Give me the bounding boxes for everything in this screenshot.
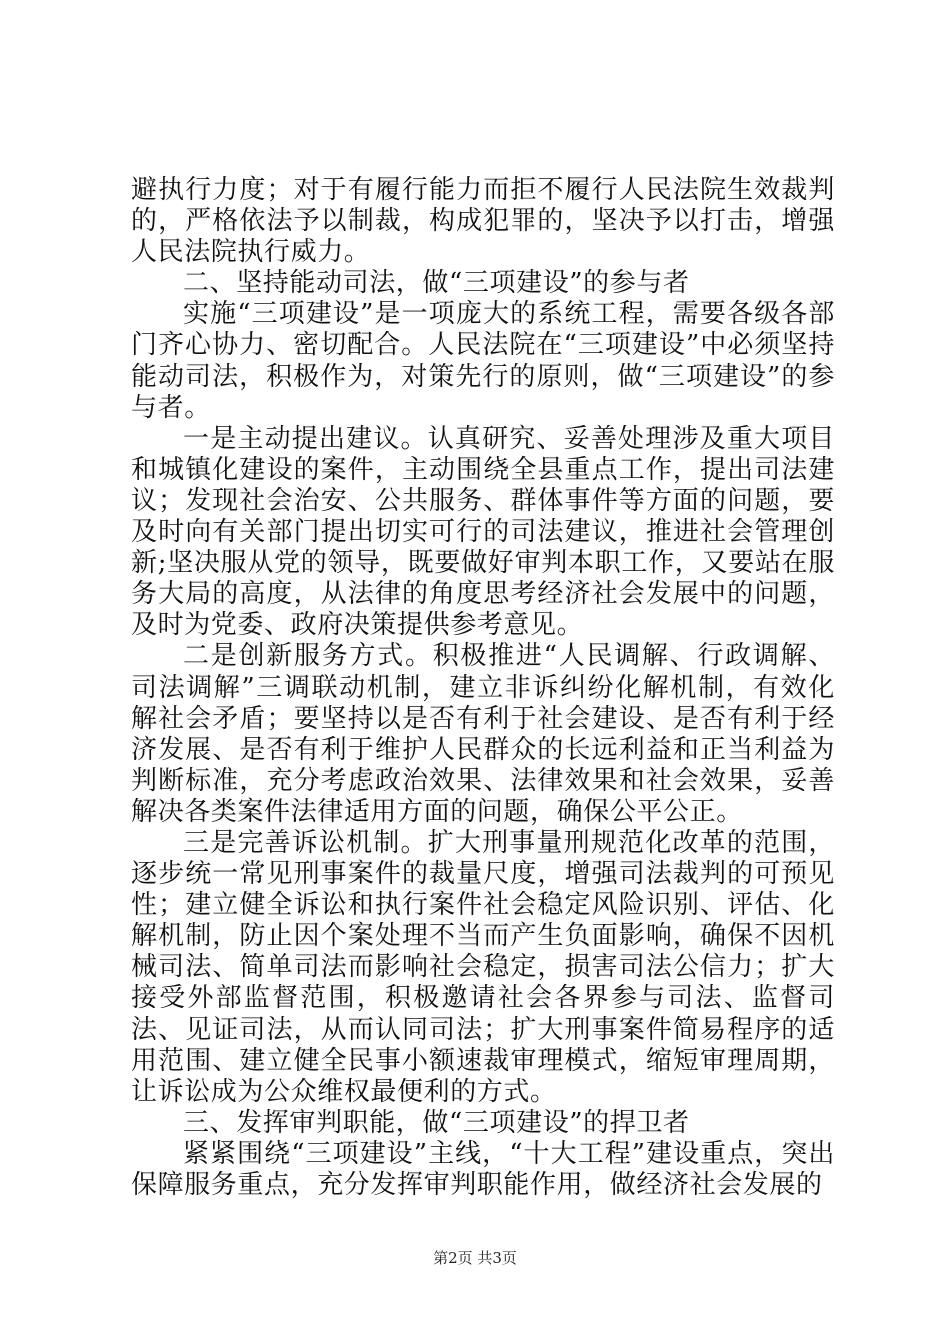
section-heading-3: 三、发挥审判职能，做“三项建设”的捍卫者 [183, 1107, 690, 1138]
paragraph: 紧紧围绕“三项建设”主线，“十大工程”建设重点，突出保障服务重点，充分发挥审判职能作用，做经济社会发展的 [131, 1138, 835, 1200]
paragraph: 一是主动提出建议。认真研究、妥善处理涉及重大项目和城镇化建设的案件，主动围绕全县重点工作，提出司法建议；发现社会治安、公共服务、群体事件等方面的问题，要及时向有关部门提出切实可行的司法建议，推进社会管理创新;坚决服从党的领导，既要做好审判本职工作，又要站在服务大局的高度，从法律的角度思考经济社会发展中的问题，及时为党委、政府决策提供参考意见。 [131, 423, 835, 641]
paragraph: 三是完善诉讼机制。扩大刑事量刑规范化改革的范围，逐步统一常见刑事案件的裁量尺度，增强司法裁判的可预见性；建立健全诉讼和执行案件社会稳定风险识别、评估、化解机制，防止因个案处理不当而产生负面影响，确保不因机械司法、简单司法而影响社会稳定，损害司法公信力；扩大接受外部监督范围，积极邀请社会各界参与司法、监督司法、见证司法，从而认同司法；扩大刑事案件简易程序的适用范围、建立健全民事小额速裁审理模式，缩短审理周期，让诉讼成为公众维权最便利的方式。 [131, 827, 835, 1107]
paragraph-continuation: 避执行力度；对于有履行能力而拒不履行人民法院生效裁判的，严格依法予以制裁，构成犯罪的，坚决予以打击，增强人民法院执行威力。 [131, 175, 835, 268]
body-text [131, 175, 835, 1201]
paragraph: 实施“三项建设”是一项庞大的系统工程，需要各级各部门齐心协力、密切配合。人民法院在“三项建设”中必须坚持能动司法，积极作为，对策先行的原则，做“三项建设”的参与者。 [131, 299, 835, 423]
page-number-footer: 第2页 共3页 [433, 1249, 517, 1267]
section-heading-2: 二、坚持能动司法，做“三项建设”的参与者 [183, 268, 690, 299]
paragraph: 二是创新服务方式。积极推进“人民调解、行政调解、司法调解”三调联动机制，建立非诉纠纷化解机制，有效化解社会矛盾；要坚持以是否有利于社会建设、是否有利于经济发展、是否有利于维护人民群众的长远利益和正当利益为判断标准，充分考虑政治效果、法律效果和社会效果，妥善解决各类案件法律适用方面的问题，确保公平公正。 [131, 641, 835, 827]
